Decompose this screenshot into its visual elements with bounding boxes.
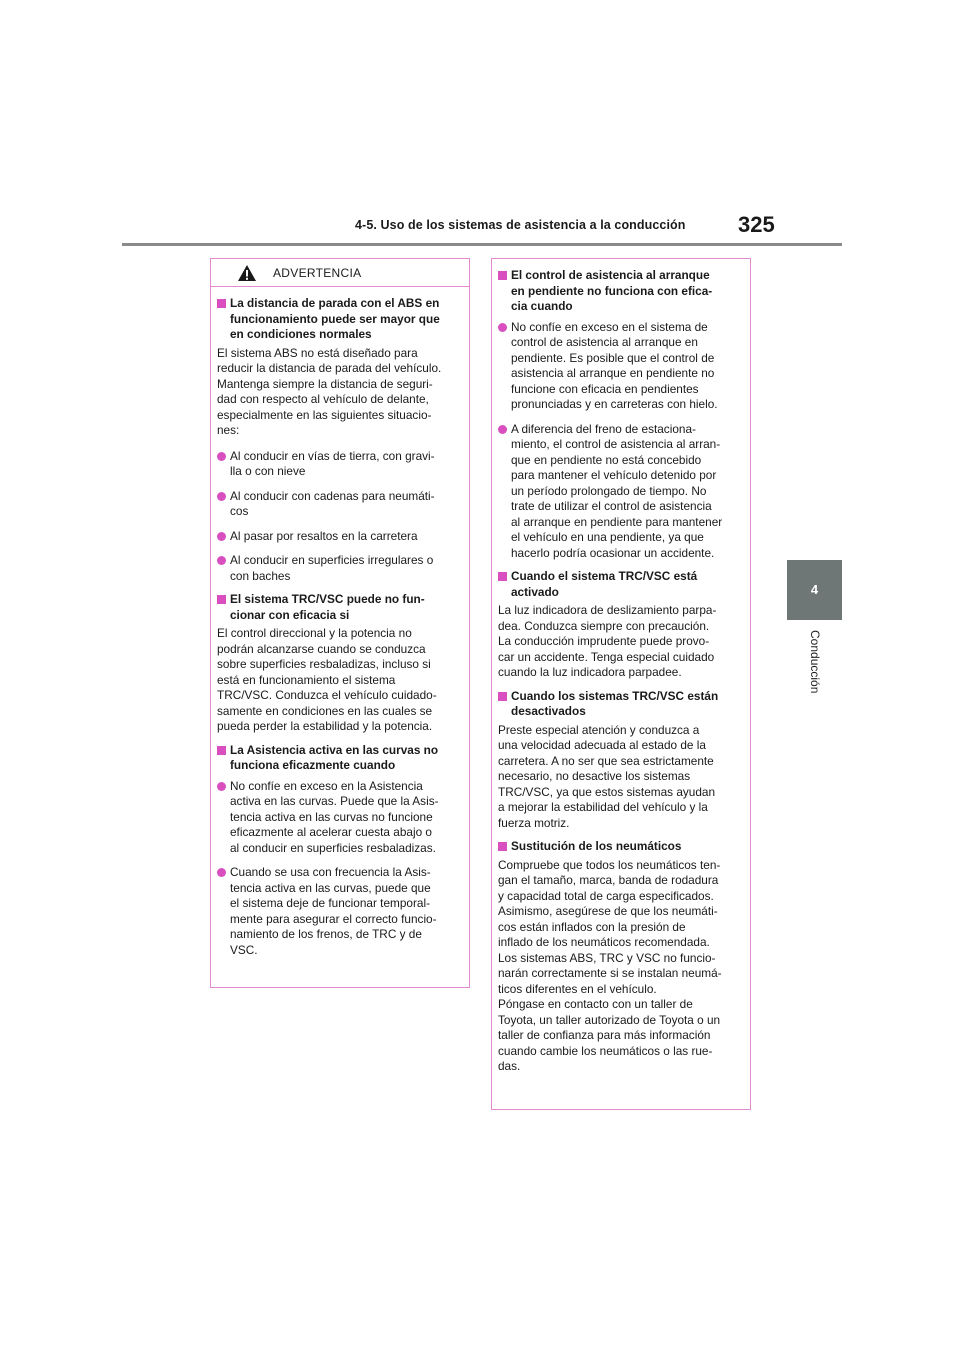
chapter-side-label — [808, 630, 828, 750]
heading-trc-vsc-off: Cuando los sistemas TRC/VSC están desactivados — [498, 689, 744, 720]
warning-content-right — [492, 259, 750, 1075]
warning-triangle-icon — [237, 264, 257, 282]
chapter-tab — [787, 560, 842, 620]
heading-hill-start: El control de asistencia al arranque en pendiente no funciona con efica- cia cuando — [498, 268, 744, 315]
warning-header — [211, 259, 469, 287]
warning-box-right — [491, 258, 751, 1110]
bullet-hill-start-parking: A diferencia del freno de estaciona- miento, el control de asistencia al arran- que en pendiente no está concebido para mantener el vehículo detenido por un período prolongado de tiempo. No trate de utilizar el control de asistencia al arranque en pendiente para mantener el vehículo en una pendiente, ya que hacerlo podría ocasionar un accidente. — [498, 422, 744, 562]
bullet-irregular-surfaces: Al conducir en superficies irregulares o con baches — [217, 553, 463, 584]
chapter-name: Conducción — [808, 630, 822, 694]
warning-box-left — [210, 258, 470, 988]
bullet-cornering-frequency: Cuando se usa con frecuencia la Asis- tencia activa en las curvas, puede que el sistema deje de funcionar temporal- mente para asegurar el correcto funcio- namiento de los frenos, de TRC y de VSC. — [217, 865, 463, 958]
page-number: 325 — [738, 212, 775, 237]
paragraph-tire-replacement: Compruebe que todos los neumáticos ten- gan el tamaño, marca, banda de rodadura y capacidad total de carga especificados. Asimismo, asegúrese de que los neumáti- cos están inflados con la presión de inflado de los neumáticos recomendada. Los sistemas ABS, TRC y VSC no funcio- narán correctamente si se instalan neumá- ticos diferentes en el vehículo. Póngase en contacto con un taller de Toyota, un taller autorizado de Toyota o un taller de confianza para más información cuando cambie los neumáticos o las rue- das. — [498, 857, 722, 1073]
bullet-cornering-overconfidence: No confíe en exceso en la Asistencia activa en las curvas. Puede que la Asis- tencia activa en las curvas no funcione eficazmente al acelerar cuesta abajo o al conducir en superficies resbaladizas. — [217, 779, 463, 857]
section-title: 4-5. Uso de los sistemas de asistencia a la conducción — [355, 218, 686, 232]
paragraph-trc-vsc-off: Preste especial atención y conduzca a una velocidad adecuada al estado de la carretera. A no ser que sea estrictamente necesario, no desactive los sistemas TRC/VSC, ya que estos sistemas ayudan a mejorar la estabilidad del vehículo y la fuerza motriz. — [498, 722, 716, 830]
bullet-bumps: Al pasar por resaltos en la carretera — [217, 529, 463, 545]
heading-trc-vsc-active: Cuando el sistema TRC/VSC está activado — [498, 569, 744, 600]
paragraph-trc-vsc: El control direccional y la potencia no podrán alcanzarse cuando se conduzca sobre superficies resbaladizas, incluso si está en funcionamiento el sistema TRC/VSC. Conduzca el vehículo cuidado- samente en condiciones en las cuales se pueda perder la estabilidad y la potencia. — [217, 626, 437, 733]
bullet-tire-chains: Al conducir con cadenas para neumáti- cos — [217, 489, 463, 520]
paragraph-trc-vsc-active: La luz indicadora de deslizamiento parpa- dea. Conduzca siempre con precaución. La conducción imprudente puede provo- car un accidente. Tenga especial cuidado cuando la luz indicadora parpadee. — [498, 603, 717, 679]
chapter-number: 4 — [810, 582, 819, 597]
warning-label: ADVERTENCIA — [273, 266, 362, 280]
heading-abs-distance: La distancia de parada con el ABS en funcionamiento puede ser mayor que en condiciones normales — [217, 296, 463, 343]
heading-active-cornering: La Asistencia activa en las curvas no funciona eficazmente cuando — [217, 743, 463, 774]
warning-content-left — [211, 287, 469, 958]
paragraph-abs: El sistema ABS no está diseñado para reducir la distancia de parada del vehículo. Mantenga siempre la distancia de seguri- dad con respecto al vehículo de delante, especialmente en las siguientes situacio- nes: — [217, 345, 442, 437]
heading-tire-replacement: Sustitución de los neumáticos — [498, 839, 744, 855]
heading-trc-vsc: El sistema TRC/VSC puede no fun- cionar con eficacia si — [217, 592, 463, 623]
bullet-dirt-roads: Al conducir en vías de tierra, con gravi- lla o con nieve — [217, 449, 463, 480]
header-rule — [122, 243, 842, 246]
bullet-hill-start-overconfidence: No confíe en exceso en el sistema de control de asistencia al arranque en pendiente. Es posible que el control de asistencia al arranque en pendiente no funcione con eficacia en pendientes pronunciadas y en carreteras con hielo. — [498, 320, 744, 413]
